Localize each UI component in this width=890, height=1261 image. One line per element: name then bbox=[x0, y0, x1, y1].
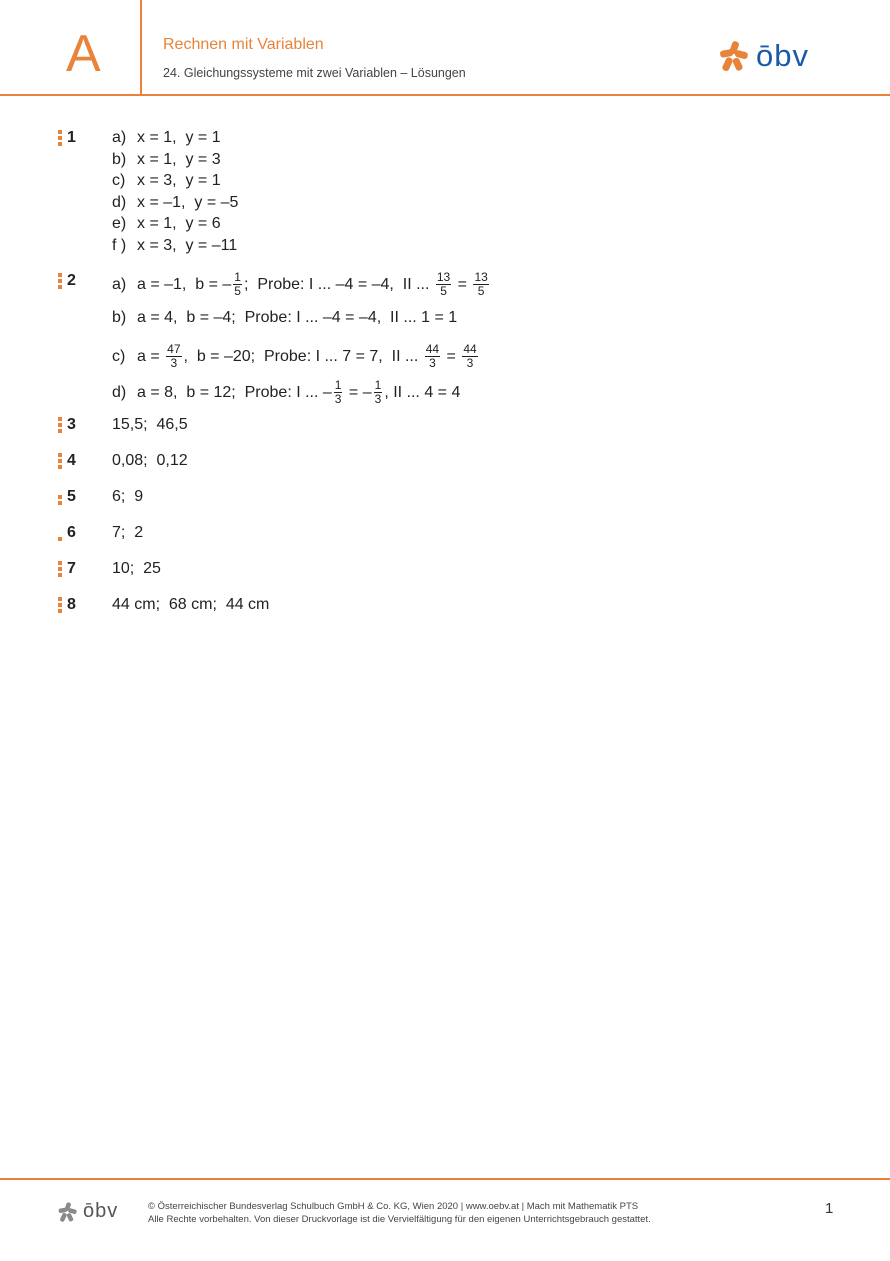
difficulty-marker-icon bbox=[58, 489, 66, 505]
label-b: b) bbox=[112, 151, 127, 168]
answer-text: x = 3, y = 1 bbox=[137, 172, 221, 189]
fraction bbox=[233, 271, 242, 298]
answer-text: , II ... 4 = 4 bbox=[384, 383, 461, 401]
denominator: 3 bbox=[429, 356, 436, 370]
copyright-line: © Österreichischer Bundesverlag Schulbuch GmbH & Co. KG, Wien 2020 | www.oebv.at | Mach mit Mathematik PTS bbox=[148, 1201, 639, 1212]
denominator: 3 bbox=[170, 356, 178, 370]
chapter-letter: A bbox=[66, 25, 101, 83]
equals-sign: = bbox=[453, 275, 472, 293]
chapter-subtitle: 24. Gleichungssysteme mit zwei Variablen – Lösungen bbox=[163, 66, 466, 80]
answer bbox=[112, 595, 269, 615]
fraction bbox=[473, 271, 488, 298]
answer-text: 7; 2 bbox=[112, 524, 144, 541]
fraction bbox=[166, 343, 181, 370]
label-d: d) bbox=[112, 383, 127, 401]
numerator: 1 bbox=[374, 378, 382, 392]
answer-text: 44 cm; 68 cm; 44 cm bbox=[112, 596, 270, 613]
answer-text: a = 4, b = –4; Probe: I ... –4 = –4, II ... 1 = 1 bbox=[137, 309, 458, 326]
footer-logo bbox=[56, 1200, 118, 1223]
answer bbox=[112, 559, 161, 579]
chapter-title: Rechnen mit Variablen bbox=[163, 36, 324, 53]
header-divider bbox=[140, 0, 142, 94]
label-f: f ) bbox=[112, 237, 127, 254]
answer bbox=[112, 415, 188, 435]
equals-sign: = – bbox=[344, 383, 372, 401]
difficulty-marker-icon bbox=[58, 417, 66, 433]
numerator: 1 bbox=[234, 270, 241, 284]
difficulty-marker-icon bbox=[58, 453, 66, 469]
page-footer bbox=[0, 1178, 890, 1261]
denominator: 3 bbox=[334, 392, 342, 406]
task-number: 6 bbox=[67, 524, 76, 541]
answer-text: a = 8, b = 12; Probe: I ... – bbox=[137, 383, 332, 401]
numerator: 44 bbox=[463, 342, 477, 356]
answer-d bbox=[112, 193, 238, 213]
task-number: 1 bbox=[67, 129, 76, 146]
logo-text: ōbv bbox=[756, 38, 809, 73]
answer bbox=[112, 487, 143, 507]
difficulty-marker-icon bbox=[58, 273, 66, 289]
answer-a bbox=[112, 128, 221, 148]
task-number: 2 bbox=[67, 272, 76, 289]
answer-f bbox=[112, 236, 237, 256]
answer-e bbox=[112, 214, 221, 234]
difficulty-marker-icon bbox=[58, 525, 66, 541]
answer-text: a = –1, b = – bbox=[137, 275, 232, 293]
page-header bbox=[0, 0, 890, 96]
fraction bbox=[436, 271, 451, 298]
denominator: 3 bbox=[466, 356, 474, 370]
answer-text: 10; 25 bbox=[112, 560, 161, 577]
answer-b bbox=[112, 150, 221, 170]
answer-text: x = 3, y = –11 bbox=[137, 237, 238, 254]
label-d: d) bbox=[112, 194, 127, 211]
answer-text: 0,08; 0,12 bbox=[112, 452, 188, 469]
numerator: 13 bbox=[474, 270, 488, 284]
obv-logo bbox=[716, 38, 809, 74]
answer bbox=[112, 523, 143, 543]
footer-logo-text: ōbv bbox=[83, 1200, 119, 1222]
answer-b bbox=[112, 308, 457, 328]
numerator: 44 bbox=[425, 342, 440, 356]
denominator: 3 bbox=[374, 392, 382, 406]
denominator: 5 bbox=[440, 284, 447, 298]
numerator: 13 bbox=[436, 270, 451, 284]
numerator: 47 bbox=[167, 342, 181, 356]
equals-sign: = bbox=[442, 347, 461, 365]
answer-text: ; Probe: I ... –4 = –4, II ... bbox=[243, 275, 434, 293]
answer-d bbox=[112, 379, 460, 406]
answer-text: x = 1, y = 1 bbox=[137, 129, 221, 146]
answer-a bbox=[112, 271, 491, 298]
difficulty-marker-icon bbox=[58, 597, 66, 613]
denominator: 5 bbox=[477, 284, 485, 298]
label-e: e) bbox=[112, 215, 127, 232]
answer-text: x = 1, y = 3 bbox=[137, 151, 221, 168]
label-c: c) bbox=[112, 172, 126, 189]
denominator: 5 bbox=[234, 284, 241, 298]
label-c: c) bbox=[112, 347, 126, 365]
task-number: 4 bbox=[67, 452, 76, 469]
numerator: 1 bbox=[334, 378, 342, 392]
task-number: 8 bbox=[67, 596, 76, 613]
page-number: 1 bbox=[825, 1200, 834, 1217]
label-a: a) bbox=[112, 275, 127, 293]
task-number: 7 bbox=[67, 560, 76, 577]
label-a: a) bbox=[112, 129, 127, 146]
answer-text: , b = –20; Probe: I ... 7 = 7, II ... bbox=[183, 347, 423, 365]
footer-copyright bbox=[148, 1200, 651, 1226]
answer-c bbox=[112, 171, 221, 191]
fraction bbox=[374, 379, 383, 406]
answer-text: a = bbox=[137, 347, 165, 365]
fraction bbox=[334, 379, 343, 406]
difficulty-marker-icon bbox=[58, 130, 66, 146]
obv-star-icon bbox=[56, 1201, 78, 1223]
task-number: 5 bbox=[67, 488, 76, 505]
answer-text: 6; 9 bbox=[112, 488, 144, 505]
difficulty-marker-icon bbox=[58, 561, 66, 577]
fraction bbox=[462, 343, 477, 370]
answer-text: x = –1, y = –5 bbox=[137, 194, 239, 211]
fraction bbox=[425, 343, 440, 370]
label-b: b) bbox=[112, 309, 127, 326]
task-number: 3 bbox=[67, 416, 76, 433]
answer-text: 15,5; 46,5 bbox=[112, 416, 188, 433]
answer-c bbox=[112, 343, 480, 370]
rights-line: Alle Rechte vorbehalten. Von dieser Druckvorlage ist die Vervielfältigung für den eigenen Unterrichtsgebrauch gestattet. bbox=[148, 1214, 651, 1225]
answer-text: x = 1, y = 6 bbox=[137, 215, 221, 232]
obv-star-icon bbox=[716, 39, 750, 73]
answer bbox=[112, 451, 188, 471]
